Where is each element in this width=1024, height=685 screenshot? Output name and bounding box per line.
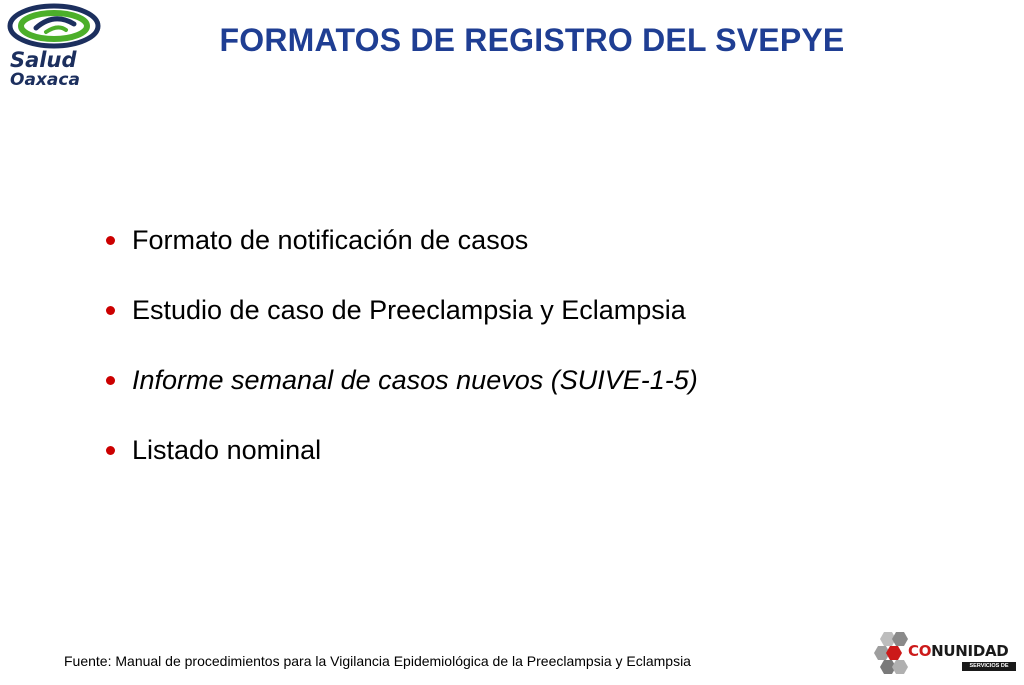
bullet-text: Informe semanal de casos nuevos (SUIVE-1-5): [132, 365, 698, 395]
conunidad-logo: [874, 630, 1022, 680]
logo-word-salud: Salud: [10, 48, 77, 72]
bullet-dot-icon: [106, 446, 115, 455]
conunidad-subtitle: SERVICIOS DE SALUD: [962, 662, 1016, 671]
bullet-dot-icon: [106, 376, 115, 385]
conunidad-wordmark: CONUNIDAD: [908, 642, 1009, 660]
bullet-text: Estudio de caso de Preeclampsia y Eclampsia: [132, 295, 686, 325]
page-title: FORMATOS DE REGISTRO DEL SVEPYE: [219, 22, 845, 58]
bullet-text: Listado nominal: [132, 435, 322, 465]
logo-word-oaxaca: Oaxaca: [10, 70, 80, 90]
source-footnote: Fuente: Manual de procedimientos para la Vigilancia Epidemiológica de la Preeclampsia y Eclampsia: [64, 653, 691, 669]
bullet-text: Formato de notificación de casos: [132, 225, 529, 255]
bullet-dot-icon: [106, 306, 115, 315]
bullet-dot-icon: [106, 236, 115, 245]
